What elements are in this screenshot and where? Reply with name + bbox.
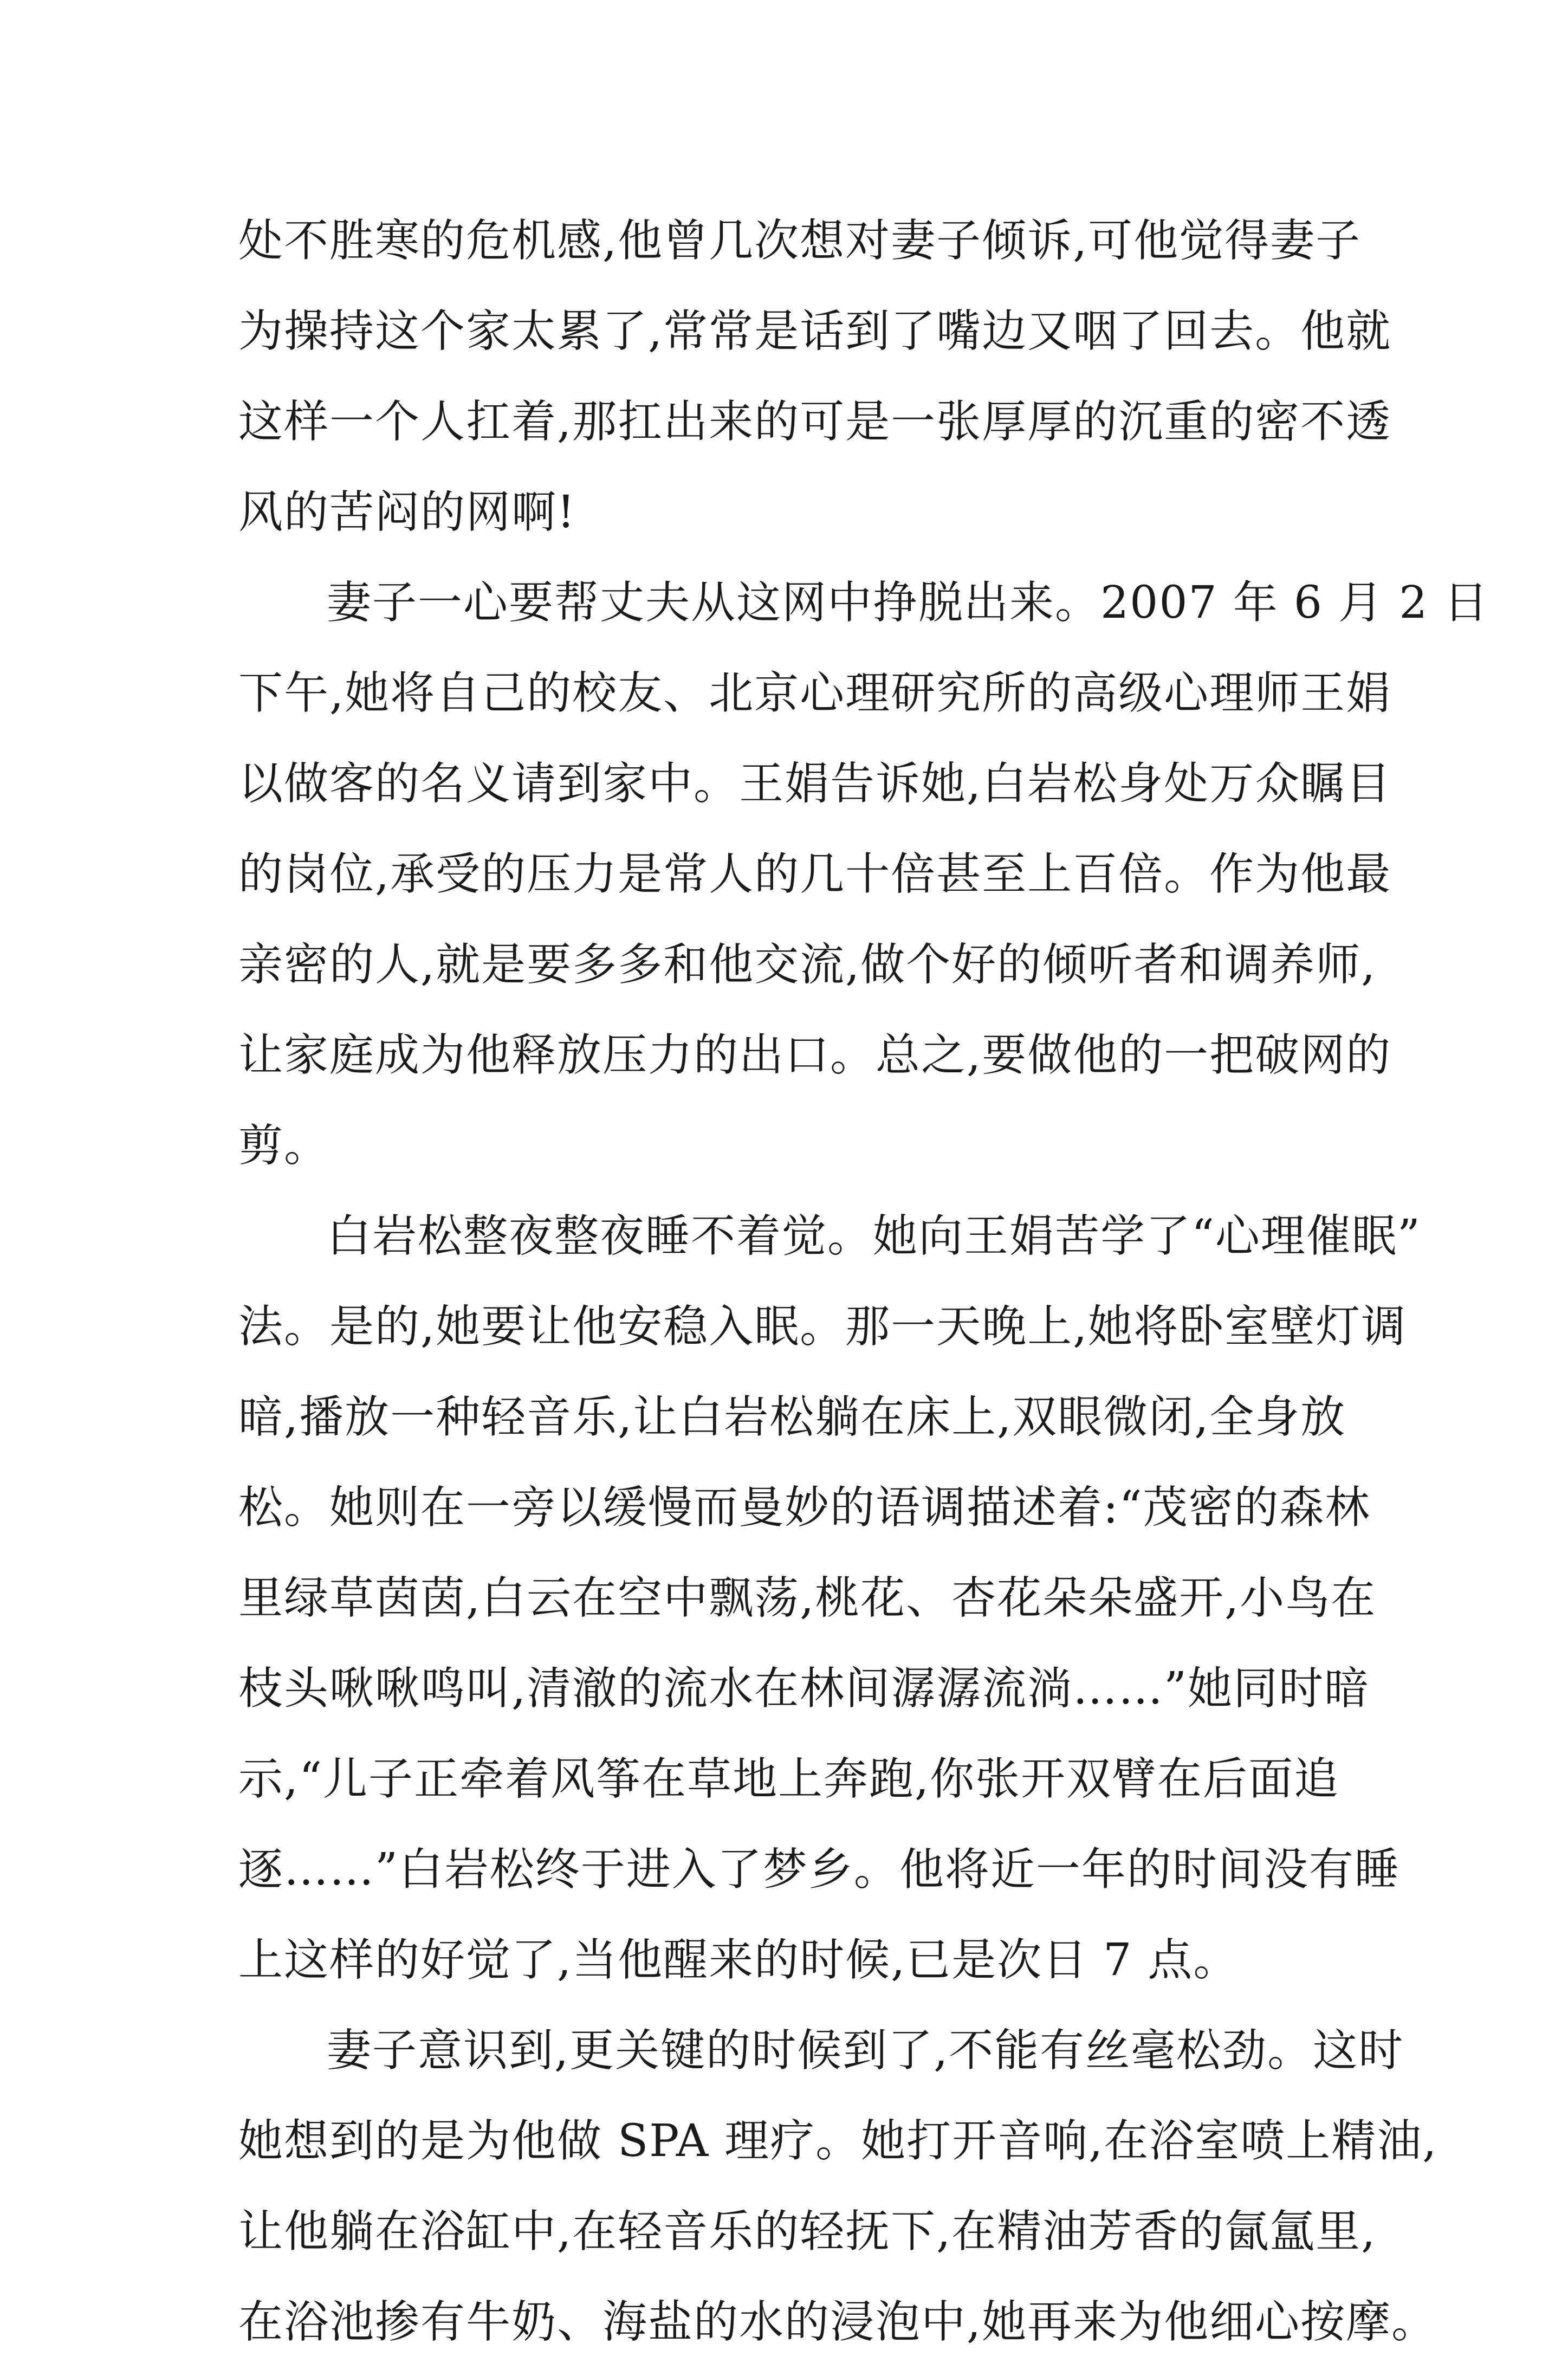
text-line: 松。她则在一旁以缓慢而曼妙的语调描述着:“茂密的森林 — [238, 1482, 1371, 1533]
text-line: 暗,播放一种轻音乐,让白岩松躺在床上,双眼微闭,全身放 — [238, 1391, 1346, 1443]
text-line: 剪。 — [238, 1120, 330, 1171]
text-line: 白岩松整夜整夜睡不着觉。她向王娟苦学了“心理催眠” — [327, 1210, 1421, 1262]
text-line: 妻子意识到,更关键的时候到了,不能有丝毫松劲。这时 — [327, 2025, 1404, 2076]
text-line: 以做客的名义请到家中。王娟告诉她,白岩松身处万众瞩目 — [238, 758, 1392, 810]
text-line: 亲密的人,就是要多多和他交流,做个好的倾听者和调养师, — [238, 939, 1377, 990]
text-line: 上这样的好觉了,当他醒来的时候,已是次日 7 点。 — [238, 1934, 1239, 1986]
text-line: 示,“儿子正牵着风筝在草地上奔跑,你张开双臂在后面追 — [238, 1753, 1340, 1805]
text-line: 下午,她将自己的校友、北京心理研究所的高级心理师王娟 — [238, 668, 1392, 719]
text-line: 在浴池掺有牛奶、海盐的水的浸泡中,她再来为他细心按摩。 — [238, 2296, 1437, 2348]
text-line: 里绿草茵茵,白云在空中飘荡,桃花、杏花朵朵盛开,小鸟在 — [238, 1572, 1377, 1624]
text-line: 的岗位,承受的压力是常人的几十倍甚至上百倍。作为他最 — [238, 849, 1392, 900]
text-line: 枝头啾啾鸣叫,清澈的流水在林间潺潺流淌……”她同时暗 — [238, 1663, 1370, 1714]
text-line: 逐……”白岩松终于进入了梦乡。他将近一年的时间没有睡 — [238, 1844, 1400, 1895]
text-line: 这样一个人扛着,那扛出来的可是一张厚厚的沉重的密不透 — [238, 396, 1392, 448]
text-line: 风的苦闷的网啊! — [238, 487, 576, 538]
text-line: 为操持这个家太累了,常常是话到了嘴边又咽了回去。他就 — [238, 306, 1392, 357]
text-line: 处不胜寒的危机感,他曾几次想对妻子倾诉,可他觉得妻子 — [238, 215, 1362, 267]
text-line: 她想到的是为他做 SPA 理疗。她打开音响,在浴室喷上精油, — [238, 2115, 1438, 2167]
text-line: 妻子一心要帮丈夫从这网中挣脱出来。2007 年 6 月 2 日 — [327, 577, 1489, 629]
text-line: 让他躺在浴缸中,在轻音乐的轻抚下,在精油芳香的氤氲里, — [238, 2206, 1377, 2257]
text-line: 让家庭成为他释放压力的出口。总之,要做他的一把破网的 — [238, 1030, 1392, 1081]
text-line: 法。是的,她要让他安稳入眠。那一天晚上,她将卧室壁灯调 — [238, 1301, 1407, 1352]
